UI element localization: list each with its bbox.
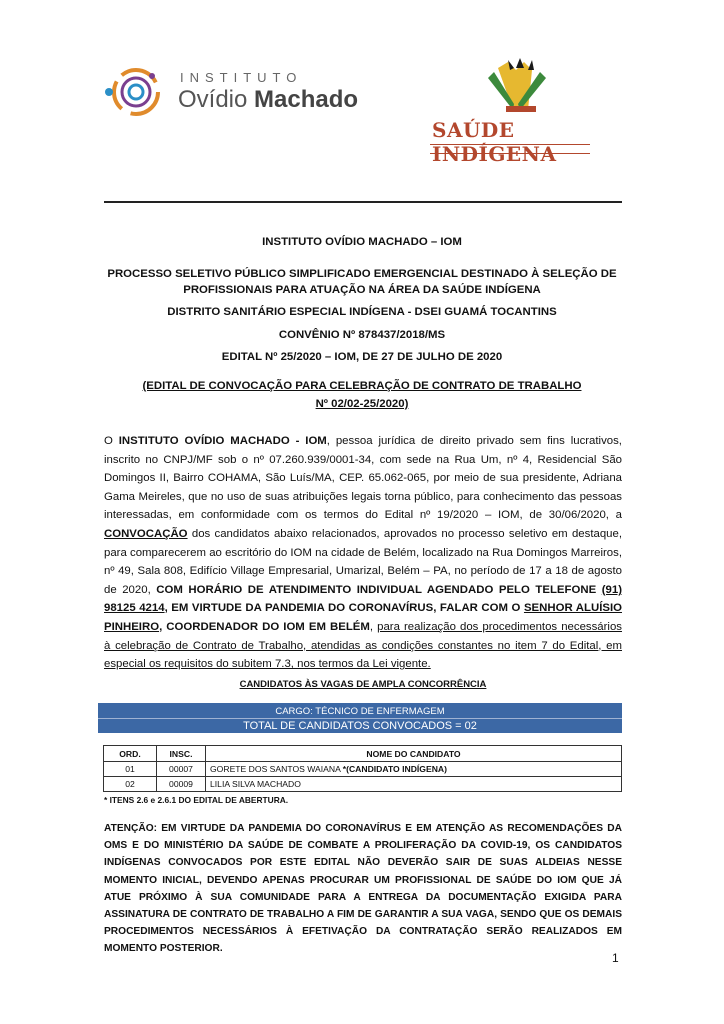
convocacao-title-line-2: Nº 02/02-25/2020) (315, 398, 409, 410)
candidates-section-title: CANDIDATOS ÀS VAGAS DE AMPLA CONCORRÊNCIA (239, 679, 487, 690)
cell-name: LILIA SILVA MACHADO (206, 777, 622, 792)
iom-logo-mark-icon (100, 62, 172, 122)
cell-insc: 00009 (157, 777, 206, 792)
logo-underline (430, 144, 590, 154)
cell-insc: 00007 (157, 762, 206, 777)
saude-indigena-logo-text: SAÚDE INDÍGENA (432, 118, 557, 166)
column-header-insc: INSC. (157, 746, 206, 762)
table-header-row (104, 746, 622, 762)
process-title-line-2: PROFISSIONAIS PARA ATUAÇÃO NA ÁREA DA SAÚDE INDÍGENA (183, 284, 541, 296)
feather-headdress-icon (428, 58, 598, 118)
process-title-line-1: PROCESSO SELETIVO PÚBLICO SIMPLIFICADO EMERGENCIAL DESTINADO À SELEÇÃO DE (107, 268, 617, 280)
table-row (104, 777, 622, 792)
cell-ord: 02 (104, 777, 157, 792)
candidates-table (103, 745, 622, 792)
column-header-ord: ORD. (104, 746, 157, 762)
saude-indigena-logo (428, 58, 598, 166)
district-title: DISTRITO SANITÁRIO ESPECIAL INDÍGENA - DSEI GUAMÁ TOCANTINS (167, 306, 557, 318)
cargo-role: CARGO: TÉCNICO DE ENFERMAGEM (98, 703, 622, 719)
institute-title: INSTITUTO OVÍDIO MACHADO – IOM (262, 236, 462, 248)
iom-logo (100, 62, 360, 122)
convocacao-title-line-1: (EDITAL DE CONVOCAÇÃO PARA CELEBRAÇÃO DE CONTRATO DE TRABALHO (142, 380, 582, 392)
column-header-name: NOME DO CANDIDATO (206, 746, 622, 762)
table-footnote: * ITENS 2.6 e 2.6.1 DO EDITAL DE ABERTURA. (104, 795, 289, 805)
iom-logo-name: Ovídio Machado (178, 86, 359, 113)
attention-paragraph: ATENÇÃO: EM VIRTUDE DA PANDEMIA DO CORONAVÍRUS E EM ATENÇÃO AS RECOMENDAÇÕES DA OMS E DO MINISTÉRIO DA SAÚDE DE COMBATE A PROLIFERAÇÃO DA COVID-19, OS CANDIDATOS INDÍGENAS CONVOCADOS POR ESTE EDITAL NÃO DEVERÃO SAIR DE SUAS ALDEIAS NESSE MOMENTO INICIAL, DEVENDO APENAS PROCURAR UM PROFISSIONAL DE SAÚDE DO IOM QUE JÁ ATUE PRÓXIMO À SUA COMUNIDADE PARA A ENTREGA DA DOCUMENTAÇÃO EXIGIDA PARA ASSINATURA DE CONTRATO DE TRABALHO A FIM DE GARANTIR A SUA VAGA, SENDO QUE OS DEMAIS PROCEDIMENTOS NECESSÁRIOS À EFETIVAÇÃO DA CONTRATAÇÃO SERÃO REALIZADOS EM MOMENTO POSTERIOR. (104, 823, 622, 955)
convenio-title: CONVÊNIO Nº 878437/2018/MS (278, 329, 446, 341)
table-row (104, 762, 622, 777)
cargo-banner (98, 703, 622, 733)
edital-title: EDITAL Nº 25/2020 – IOM, DE 27 DE JULHO DE 2020 (221, 351, 503, 363)
cargo-total: TOTAL DE CANDIDATOS CONVOCADOS = 02 (243, 720, 477, 732)
cell-name: GORETE DOS SANTOS WAIANA *(CANDIDATO INDÍGENA) (206, 762, 622, 777)
page-number: 1 (612, 951, 619, 965)
main-paragraph: O INSTITUTO OVÍDIO MACHADO - IOM, pessoa jurídica de direito privado sem fins lucrativos, inscrito no CNPJ/MF sob o nº 07.260.939/0001-34, com sede na Rua Um, nº 4, Residencial São Domingos II, Bairro COHAMA, São Luís/MA, CEP. 65.062-065, por meio de sua presidente, Adriana Gama Meireles, que no uso de suas atribuições legais torna público, para conhecimento das pessoas interessadas, em conformidade com os termos do Edital nº 19/2020 – IOM, de 30/06/2020, a CONVOCAÇÃO dos candidatos abaixo relacionados, aprovados no processo seletivo em destaque, para comparecerem ao escritório do IOM na cidade de Belém, localizado na Rua Domingos Marreiros, nº 49, Sala 808, Edifício Village Empresarial, Umarizal, Belém – PA, no período de 17 a 18 de agosto de 2020, COM HORÁRIO DE ATENDIMENTO INDIVIDUAL AGENDADO PELO TELEFONE (91) 98125 4214, EM VIRTUDE DA PANDEMIA DO CORONAVÍRUS, FALAR COM O SENHOR ALUÍSIO PINHEIRO, COORDENADOR DO IOM EM BELÉM, para realização dos procedimentos necessários à celebração de Contrato de Trabalho, atendidas as condições constantes no item 7 do Edital, em especial os requisitos do subitem 7.3, nos termos da Lei vigente. (104, 435, 622, 671)
header-divider (104, 201, 622, 203)
iom-logo-small-text: INSTITUTO (180, 70, 303, 85)
cell-ord: 01 (104, 762, 157, 777)
